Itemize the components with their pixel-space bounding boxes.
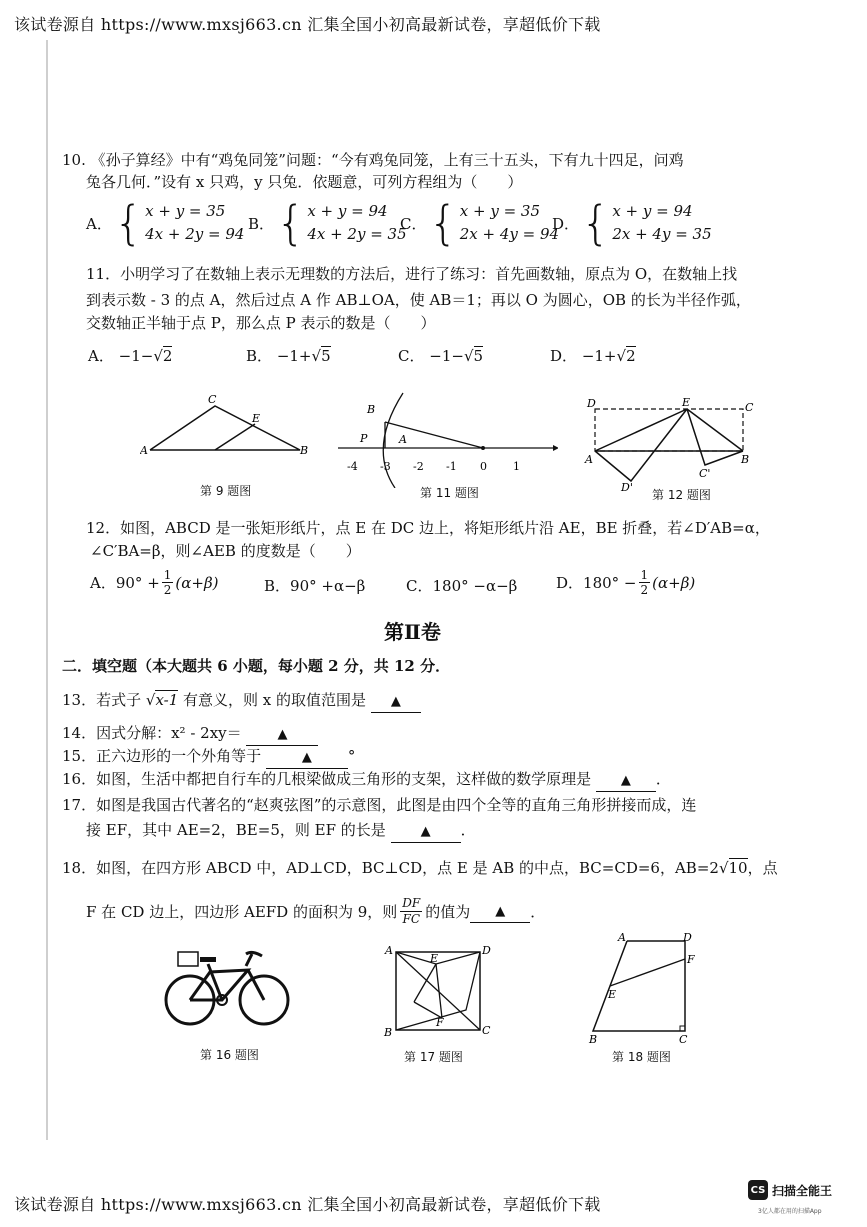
q11-option-d [550,345,636,366]
point-label: E [608,988,617,1001]
option-label: D． [556,574,584,592]
fill-heading: 二．填空题（本大题共 6 小题，每小题 2 分，共 12 分． [62,657,451,675]
equation: x + y = 35 [459,202,540,220]
option-expr: 180° − [583,573,637,592]
brace-icon: { [581,196,611,250]
option-expr: −1− [429,347,464,365]
seat-icon [200,957,216,962]
caption-fig17: 第 17 题图 [404,1050,463,1064]
radicand: 5 [321,347,331,365]
figure-12 [583,393,763,493]
axis-arrow-icon [553,445,558,451]
point-label: B [589,1033,598,1045]
scanner-logo-icon: CS [748,1180,768,1200]
segment [215,424,255,450]
denominator: 2 [163,583,172,597]
q18-text-2: F 在 CD 边上，四边形 AEFD 的面积为 9，则 [86,902,398,921]
q10-option-d [552,196,712,250]
folded-c [687,409,743,465]
q16-text: 16．如图，生活中都把自行车的几根梁做成三角形的支架，这样做的数学原理是 [62,770,592,788]
radicand: x-1 [155,691,179,709]
q15 [62,746,355,769]
end-mark: ． [460,821,476,839]
fraction [162,568,174,597]
point-label: A [585,453,593,466]
footer-source-note: 该试卷源自 https://www.mxsj663.cn 汇集全国小初高最新试卷，享超低价下载 [14,1195,601,1214]
radicand: 10 [728,859,748,877]
denominator: 2 [640,583,649,597]
coefficient: 2 [709,859,719,877]
triangle-icon: ▲ [301,750,312,765]
q18-tail: ，点 [747,859,778,877]
inner-side [414,964,436,1002]
answer-blank[interactable] [470,900,530,923]
answer-blank[interactable] [371,690,421,713]
origin-dot [481,446,485,450]
option-label: C． [398,347,425,365]
figure-17 [378,940,496,1040]
sqrt-icon: √ [153,347,163,365]
q11-line1: 11．小明学习了在数轴上表示无理数的方法后，进行了练习：首先画数轴，原点为 O，在数轴上找 [86,265,738,283]
point-label: C' [699,467,711,480]
fraction [639,568,651,597]
denominator: FC [402,912,421,926]
q17-text: 接 EF，其中 AE=2，BE=5，则 EF 的长是 [86,821,386,839]
margin-line [46,40,48,1140]
equation: 4x + 2y = 94 [145,225,245,243]
sqrt-icon: √ [718,859,729,877]
scanner-badge [748,1176,848,1204]
q11-option-c [398,345,483,366]
brace-icon: { [113,196,144,250]
point-label: B [300,444,309,457]
figure-9 [140,390,310,470]
radicand: 5 [473,347,484,365]
point-label: D [587,397,596,410]
caption-fig11: 第 11 题图 [420,486,479,500]
point-label: E [430,952,439,965]
option-label: C． [406,577,433,595]
tick-label: 0 [480,460,487,473]
option-label: A． [86,214,112,233]
numerator: 1 [163,568,172,582]
radicand: 2 [626,347,636,365]
option-label: A． [90,574,116,592]
q13 [62,690,421,713]
point-label: B [384,1026,393,1039]
q14-text: 14．因式分解：x² - 2xy＝ [62,724,242,742]
option-label: B． [264,577,291,595]
q10-line2: 兔各几何．”设有 x 只鸡，y 只兔．依题意，可列方程组为（ ） [86,173,523,191]
q18-text-3: 的值为 [425,902,471,921]
handlebar [246,952,262,956]
scanner-name: 扫描全能王 [772,1183,833,1198]
scanner-tagline: 3亿人都在用的扫描App [758,1208,822,1215]
q18-line2 [86,896,545,927]
q10-option-c [400,196,560,250]
option-label: C． [400,214,427,233]
equation: 4x + 2y = 35 [307,225,407,243]
end-mark: ． [655,770,671,788]
equation: 2x + 4y = 35 [612,225,712,243]
q12-line2: ∠C′BA=β，则∠AEB 的度数是（ ） [90,542,361,560]
triangle-icon: ▲ [620,773,631,788]
point-label: D' [621,481,633,493]
answer-blank[interactable] [266,746,348,769]
caption-fig18: 第 18 题图 [612,1050,671,1064]
unit: ° [347,747,356,765]
q12-option-b [264,575,365,596]
point-label: C [482,1024,491,1037]
tick-label: -4 [347,460,358,473]
figure-18 [585,933,695,1045]
fork [248,970,264,1000]
tick-label: -1 [446,460,457,473]
tick-label: 1 [513,460,520,473]
q18-line1 [62,858,778,878]
option-tail: (α+β) [175,573,219,592]
q12-line1: 12．如图，ABCD 是一张矩形纸片，点 E 在 DC 边上，将矩形纸片沿 AE，BE 折叠，若∠D′AB=α， [86,519,770,537]
point-label: A [399,433,407,446]
q17-line1: 17．如图是我国古代著名的“赵爽弦图”的示意图，此图是由四个全等的直角三角形拼接而成，连 [62,796,697,814]
q10-option-b [248,196,407,250]
handlebar-stem [246,954,252,966]
caption-fig12: 第 12 题图 [652,488,711,502]
chord [436,964,442,1018]
q12-option-d [556,568,695,597]
answer-blank[interactable] [246,723,318,746]
q13-text: 13．若式子 [62,691,142,709]
q11-line2: 到表示数 - 3 的点 A，然后过点 A 作 AB⊥OA，使 AB＝1；再以 O 为圆心，OB 的长为半径作弧， [86,291,751,309]
option-label: D． [552,214,580,233]
numerator: DF [402,896,421,910]
sqrt-icon: √ [311,347,322,365]
answer-blank[interactable] [391,820,461,843]
radicand: 2 [162,347,173,365]
q12-option-a [90,568,219,597]
point-label: B [741,453,750,466]
sqrt-icon: √ [463,347,474,365]
q17-line2 [86,820,476,843]
point-label: C [679,1033,688,1045]
point-label: D [482,944,491,957]
fold-be [687,409,743,451]
equation: x + y = 35 [145,202,226,220]
option-label: D． [550,347,578,365]
answer-blank[interactable] [596,769,656,792]
point-label: E [682,396,691,409]
point-label: F [687,953,695,966]
basket-icon [178,952,198,966]
option-expr: 180° −α−β [432,577,518,595]
equation: x + y = 94 [307,202,388,220]
q12-option-c [406,575,517,596]
q14 [62,723,318,746]
brace-icon: { [428,196,458,250]
section-title: 第Ⅱ卷 [384,620,441,644]
option-label: B． [246,347,273,365]
point-label: D [683,933,692,944]
triangle-icon: ▲ [390,694,401,709]
equation: x + y = 94 [612,202,693,220]
point-label: A [618,933,626,944]
q11-option-a [88,345,172,366]
q11-option-b [246,345,331,366]
equation: 2x + 4y = 94 [459,225,560,243]
q10-line1: 10. 《孙子算经》中有“鸡兔同笼”问题：“今有鸡兔同笼，上有三十五头，下有九十四足，问鸡 [62,151,684,169]
option-expr: −1− [118,347,154,365]
header-source-note: 该试卷源自 https://www.mxsj663.cn 汇集全国小初高最新试卷，享超低价下载 [14,15,601,34]
triangle-icon: ▲ [420,824,431,839]
point-label: F [436,1016,444,1029]
sqrt-icon: √ [616,347,627,365]
point-label: B [367,403,376,416]
fold-ae [595,409,687,451]
triangle-icon: ▲ [277,727,288,742]
segment-ef [610,959,685,986]
q18-text: 18．如图，在四方形 ABCD 中，AD⊥CD，BC⊥CD，点 E 是 AB 的中点，BC=CD=6，AB= [62,859,710,877]
brace-icon: { [276,196,306,250]
q10-option-a [86,196,245,250]
tick-label: -3 [380,460,391,473]
option-tail: (α+β) [652,573,696,592]
end-mark: ． [530,902,546,921]
point-label: A [140,444,148,457]
numerator: 1 [640,568,649,582]
point-label: E [252,412,261,425]
rectangle-abcd [595,409,743,451]
option-label: B． [248,214,275,233]
caption-fig9: 第 9 题图 [200,484,252,498]
fraction [400,896,422,927]
point-label: A [385,944,393,957]
option-expr: −1+ [581,347,617,365]
q13-text-2: 有意义，则 x 的取值范围是 [183,691,367,709]
caption-fig16: 第 16 题图 [200,1048,259,1062]
option-expr: 90° + [115,573,160,592]
option-expr: −1+ [276,347,312,365]
quadrilateral-abcd [593,941,685,1031]
q16 [62,769,671,792]
q11-line3: 交数轴正半轴于点 P，那么点 P 表示的数是（ ） [86,314,436,332]
option-label: A． [88,347,114,365]
q15-text: 15．正六边形的一个外角等于 [62,747,262,765]
point-label: P [360,432,368,445]
tick-label: -2 [413,460,424,473]
sqrt-icon: √ [145,691,156,709]
point-label: C [208,393,217,406]
figure-16-bicycle [160,948,295,1028]
option-expr: 90° +α−β [290,577,366,595]
triangle-icon: ▲ [495,904,506,919]
point-label: C [745,401,754,414]
figure-11 [333,388,558,488]
